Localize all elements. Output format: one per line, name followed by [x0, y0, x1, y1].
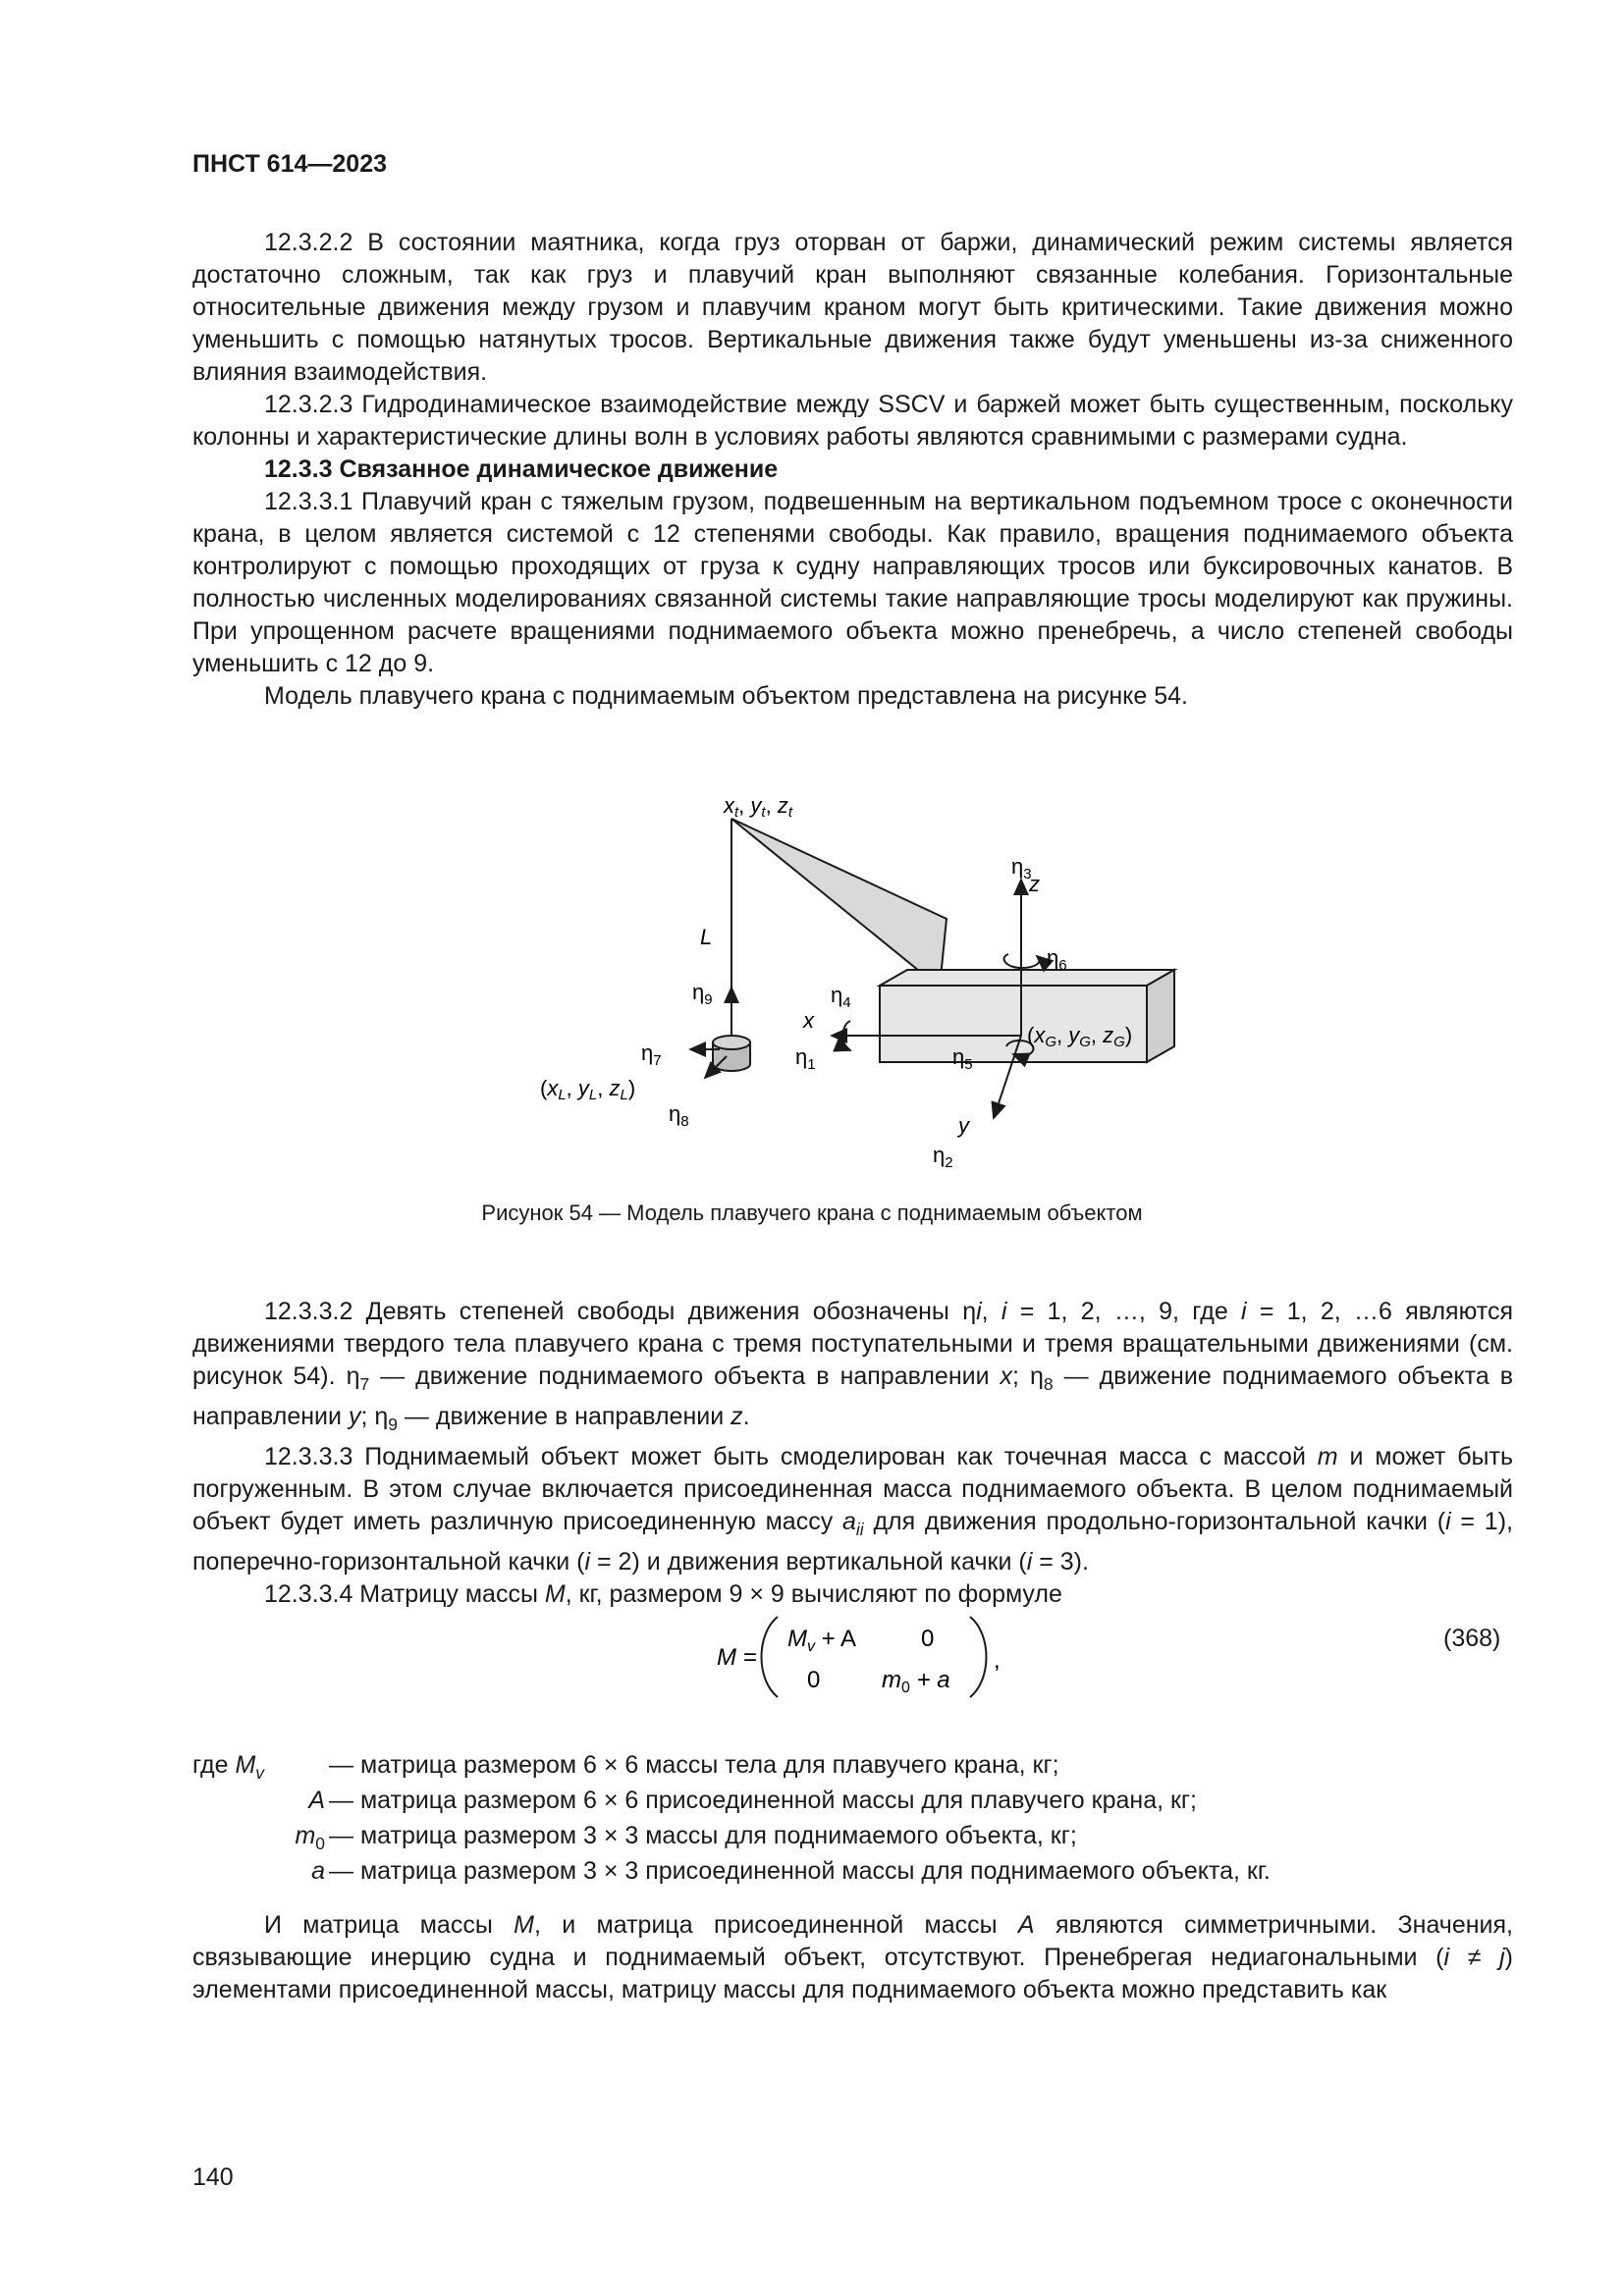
crane-boom	[731, 819, 947, 988]
label-eta5: $\eta_5$	[952, 1044, 973, 1073]
paragraph-12-3-3-4: 12.3.3.4 Матрицу массы M, кг, размером 9 × 9 вычисляют по формуле	[264, 1580, 1062, 1608]
label-cog-coords: (xG, yG, zG)	[1027, 1023, 1133, 1050]
text-block-middle	[192, 1296, 1513, 1611]
paragraph-figure-ref: Модель плавучего крана с поднимаемым объектом представлена на рисунке 54.	[264, 682, 1188, 710]
label-y-axis: y	[958, 1113, 969, 1138]
paragraph-12-3-2-3: 12.3.2.3 Гидродинамическое взаимодействие между SSCV и баржей может быть существенным, поскольку колонны и характеристические длины волн в условиях работы являются сравнимыми с размерами судна.	[192, 391, 1513, 451]
label-load-coords: (xL, yL, zL)	[540, 1076, 636, 1103]
text-block-top	[192, 227, 1513, 713]
label-x-axis: x	[803, 1008, 814, 1033]
where-list	[192, 1747, 1271, 1889]
label-eta3: $\eta_3$	[1011, 854, 1032, 882]
label-tip-coords: xt, yt, zt	[724, 793, 792, 821]
figure-caption: Рисунок 54 — Модель плавучего крана с поднимаемым объектом	[481, 1201, 1143, 1225]
where-item-A: A — матрица размером 6 × 6 присоединенной массы для плавучего крана, кг;	[308, 1787, 1197, 1814]
where-item-m0: $m_0$ — матрица размером 3 × 3 массы для поднимаемого объекта, кг;	[295, 1822, 1077, 1853]
formula-cell-11: $M_v + A$	[787, 1626, 857, 1655]
text-block-bottom	[192, 1909, 1513, 2006]
formula-left-paren	[762, 1617, 779, 1697]
paragraph-12-3-3-3: 12.3.3.3 Поднимаемый объект может быть смоделирован как точечная масса с массой m и может быть погруженным. В этом случае включается присоединенная масса поднимаемого объекта. В целом поднимаемый объект будет иметь различную присоединенную массу $a_{ii}$ для движения продольно-горизонтальной качки (i = 1), поперечно-горизонтальной качки (i = 2) и движения вертикальной качки (i = 3).	[192, 1443, 1514, 1575]
barge-side	[1147, 970, 1174, 1062]
load-cylinder-top	[713, 1036, 750, 1049]
formula-368	[717, 1613, 1031, 1701]
formula-cell-21: 0	[807, 1667, 821, 1693]
label-eta1: $\eta_1$	[795, 1044, 816, 1073]
paragraph-symmetric-matrices: И матрица массы M, и матрица присоединенной массы A являются симметричными. Значения, связывающие инерцию судна и поднимаемый объект, отсутствуют. Пренебрегая недиагональными (i ≠ j) элементами присоединенной массы, матрицу массы для поднимаемого объекта можно представить как	[192, 1911, 1513, 2003]
section-heading-12-3-3: 12.3.3 Связанное динамическое движение	[264, 455, 779, 483]
paragraph-12-3-3-2: 12.3.3.2 Девять степеней свободы движения обозначены ηi, i = 1, 2, …, 9, где i = 1, 2, …6 являются движениями твердого тела плавучего крана с тремя поступательными и тремя вращательными движениями (см. рисунок 54). $\eta_7$ — движение поднимаемого объекта в направлении x; $\eta_8$ — движение поднимаемого объекта в направлении y; $\eta_9$ — движение в направлении z.	[192, 1298, 1513, 1434]
where-item-Mv: где $M_v$ — матрица размером 6 × 6 массы тела для плавучего крана, кг;	[192, 1751, 1059, 1783]
paragraph-12-3-2-2: 12.3.2.2 В состоянии маятника, когда груз оторван от баржи, динамический режим системы является достаточно сложным, так как груз и плавучий кран выполняют связанные колебания. Горизонтальные относительные движения между грузом и плавучим краном могут быть критическими. Такие движения можно уменьшить с помощью натянутых тросов. Вертикальные движения также будут уменьшены из-за сниженного влияния взаимодействия.	[192, 229, 1513, 386]
paragraph-12-3-3-1: 12.3.3.1 Плавучий кран с тяжелым грузом, подвешенным на вертикальном подъемном тросе с оконечности крана, в целом является системой с 12 степенями свободы. Как правило, вращения поднимаемого объекта контролируют с помощью проходящих от груза к судну направляющих тросов или буксировочных канатов. В полностью численных моделированиях связанной системы такие направляющие тросы моделируют как пружины. При упрощенном расчете вращениями поднимаемого объекта можно пренебречь, а число степеней свободы уменьшить с 12 до 9.	[192, 488, 1513, 677]
formula-cell-12: 0	[921, 1626, 935, 1652]
where-item-a: a — матрица размером 3 × 3 присоединенной массы для поднимаемого объекта, кг.	[311, 1857, 1271, 1885]
label-eta7: $\eta_7$	[641, 1041, 662, 1069]
page-number: 140	[192, 2163, 234, 2191]
formula-cell-22: $m_0 + a$	[882, 1667, 950, 1696]
label-eta8: $\eta_8$	[669, 1101, 689, 1130]
formula-lhs: M =	[717, 1644, 757, 1671]
label-z-axis: z	[1029, 872, 1040, 896]
figure-54-crane-model	[511, 793, 1198, 1181]
label-eta4: $\eta_4$	[831, 983, 851, 1011]
label-eta6: $\eta_6$	[1047, 945, 1067, 974]
barge-top	[880, 970, 1174, 986]
formula-comma: ,	[994, 1647, 1001, 1674]
formula-right-paren	[970, 1617, 987, 1697]
formula-number: (368)	[1443, 1625, 1501, 1652]
label-eta2: $\eta_2$	[933, 1143, 953, 1171]
label-eta9: $\eta_9$	[692, 980, 713, 1008]
label-L: L	[700, 925, 713, 949]
document-code: ПНСТ 614—2023	[192, 150, 387, 178]
